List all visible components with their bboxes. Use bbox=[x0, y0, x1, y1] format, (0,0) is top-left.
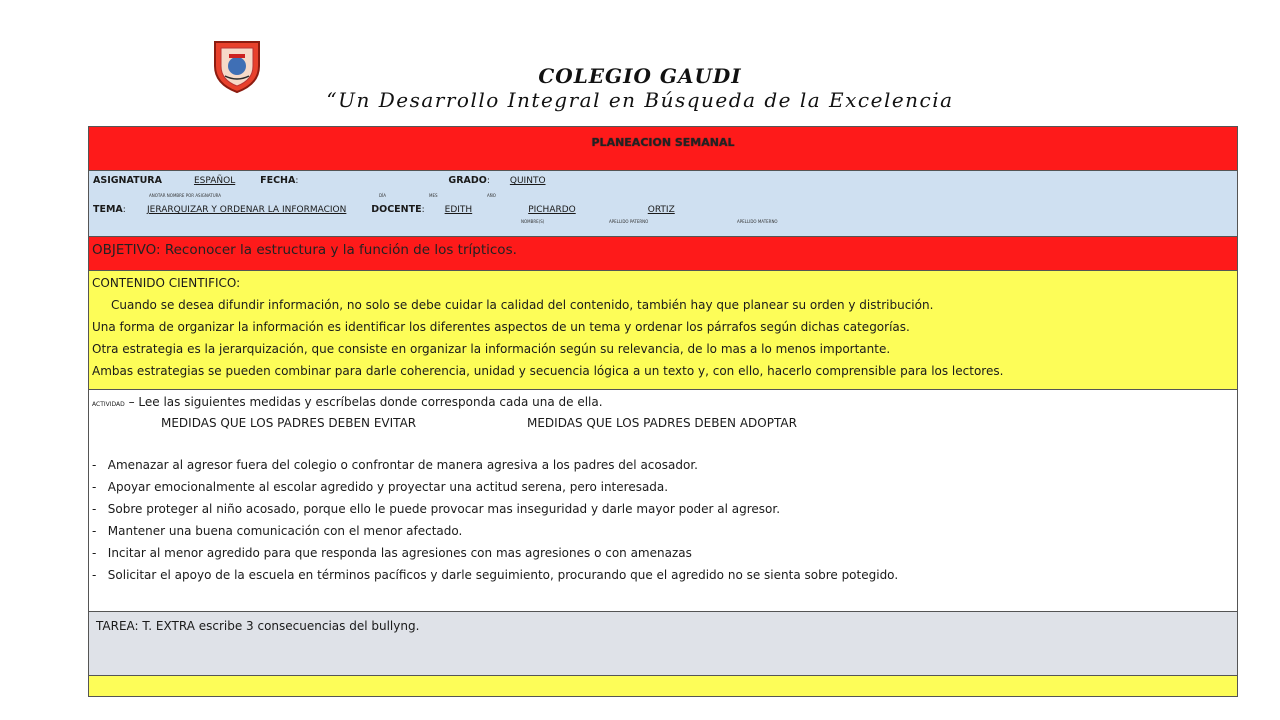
subject-line: ASIGNATURA ESPAÑOL FECHA: GRADO: QUINTO bbox=[93, 175, 570, 186]
objective-row bbox=[89, 237, 1237, 271]
homework-text: TAREA: T. EXTRA escribe 3 consecuencias del bullyng. bbox=[96, 619, 420, 633]
caption-nombre: NOMBRE(S) bbox=[521, 219, 545, 224]
column-adopt-heading: MEDIDAS QUE LOS PADRES DEBEN ADOPTAR bbox=[527, 416, 797, 430]
activity-instruction: Lee las siguientes medidas y escríbelas donde corresponda cada una de ella. bbox=[138, 395, 603, 409]
scientific-content-row bbox=[89, 271, 1237, 390]
activity-instruction-line: ACTIVIDAD – Lee las siguientes medidas y escríbelas donde corresponda cada una de ella. bbox=[92, 395, 603, 409]
homework-row bbox=[89, 612, 1237, 676]
grado-label: GRADO bbox=[448, 175, 487, 186]
grado-value: QUINTO bbox=[509, 176, 546, 186]
measure-item: - Solicitar el apoyo de la escuela en términos pacíficos y darle seguimiento, procurando que el agredido no se sienta sobre potegido. bbox=[92, 568, 899, 582]
topic-line: TEMA: JERARQUIZAR Y ORDENAR LA INFORMACION DOCENTE: EDITH PICHARDO ORTIZ bbox=[93, 204, 701, 215]
activity-label: ACTIVIDAD bbox=[92, 401, 125, 408]
fecha-value bbox=[298, 176, 448, 186]
school-name: COLEGIO GAUDI bbox=[538, 64, 742, 88]
caption-paterno: APELLIDO PATERNO bbox=[609, 219, 649, 224]
document-header bbox=[0, 0, 1280, 126]
weekly-plan-sheet bbox=[88, 126, 1238, 697]
measure-item: - Apoyar emocionalmente al escolar agredido y proyectar una actitud serena, pero interesada. bbox=[92, 480, 669, 494]
measure-item: - Mantener una buena comunicación con el menor afectado. bbox=[92, 524, 463, 538]
plan-title: PLANEACION SEMANAL bbox=[591, 136, 735, 149]
measure-item: - Incitar al menor agredido para que responda las agresiones con mas agresiones o con amenazas bbox=[92, 546, 692, 560]
asignatura-value: ESPAÑOL bbox=[193, 176, 236, 186]
title-row bbox=[89, 127, 1237, 171]
docente-label: DOCENTE bbox=[371, 204, 422, 215]
asignatura-label: ASIGNATURA bbox=[93, 175, 162, 186]
content-line: Cuando se desea difundir información, no solo se debe cuidar la calidad del contenido, también hay que planear su orden y distribución. bbox=[111, 298, 934, 312]
caption-asignatura: ANOTAR NOMBRE POR ASIGNATURA bbox=[149, 193, 222, 198]
fecha-label: FECHA bbox=[260, 175, 296, 186]
caption-materno: APELLIDO MATERNO bbox=[737, 219, 778, 224]
caption-mes: MES bbox=[429, 193, 438, 198]
content-line: Otra estrategia es la jerarquización, que consiste en organizar la información según su relevancia, de lo mas a lo menos importante. bbox=[92, 342, 891, 356]
info-row bbox=[89, 171, 1237, 237]
school-motto: “Un Desarrollo Integral en Búsqueda de la Excelencia bbox=[326, 88, 954, 112]
docente-value: EDITH PICHARDO ORTIZ bbox=[444, 205, 675, 215]
content-line: Una forma de organizar la información es identificar los diferentes aspectos de un tema y ordenar los párrafos según dichas categorías. bbox=[92, 320, 910, 334]
tema-value: JERARQUIZAR Y ORDENAR LA INFORMACION bbox=[146, 205, 347, 215]
column-avoid-heading: MEDIDAS QUE LOS PADRES DEBEN EVITAR bbox=[161, 416, 417, 430]
measure-item: - Sobre proteger al niño acosado, porque ello le puede provocar mas inseguridad y darle mayor poder al agresor. bbox=[92, 502, 781, 516]
content-line: Ambas estrategias se pueden combinar para darle coherencia, unidad y secuencia lógica a un texto y, con ello, hacerlo comprensible para los lectores. bbox=[92, 364, 1004, 378]
tema-label: TEMA bbox=[93, 204, 123, 215]
footer-row bbox=[89, 676, 1237, 696]
caption-dia: DÍA bbox=[379, 193, 386, 198]
measure-item: - Amenazar al agresor fuera del colegio o confrontar de manera agresiva a los padres del acosador. bbox=[92, 458, 698, 472]
content-title: CONTENIDO CIENTIFICO: bbox=[92, 276, 241, 290]
objective-text: OBJETIVO: Reconocer la estructura y la función de los trípticos. bbox=[92, 242, 517, 258]
caption-anio: AÑO bbox=[487, 193, 496, 198]
activity-row bbox=[89, 390, 1237, 612]
